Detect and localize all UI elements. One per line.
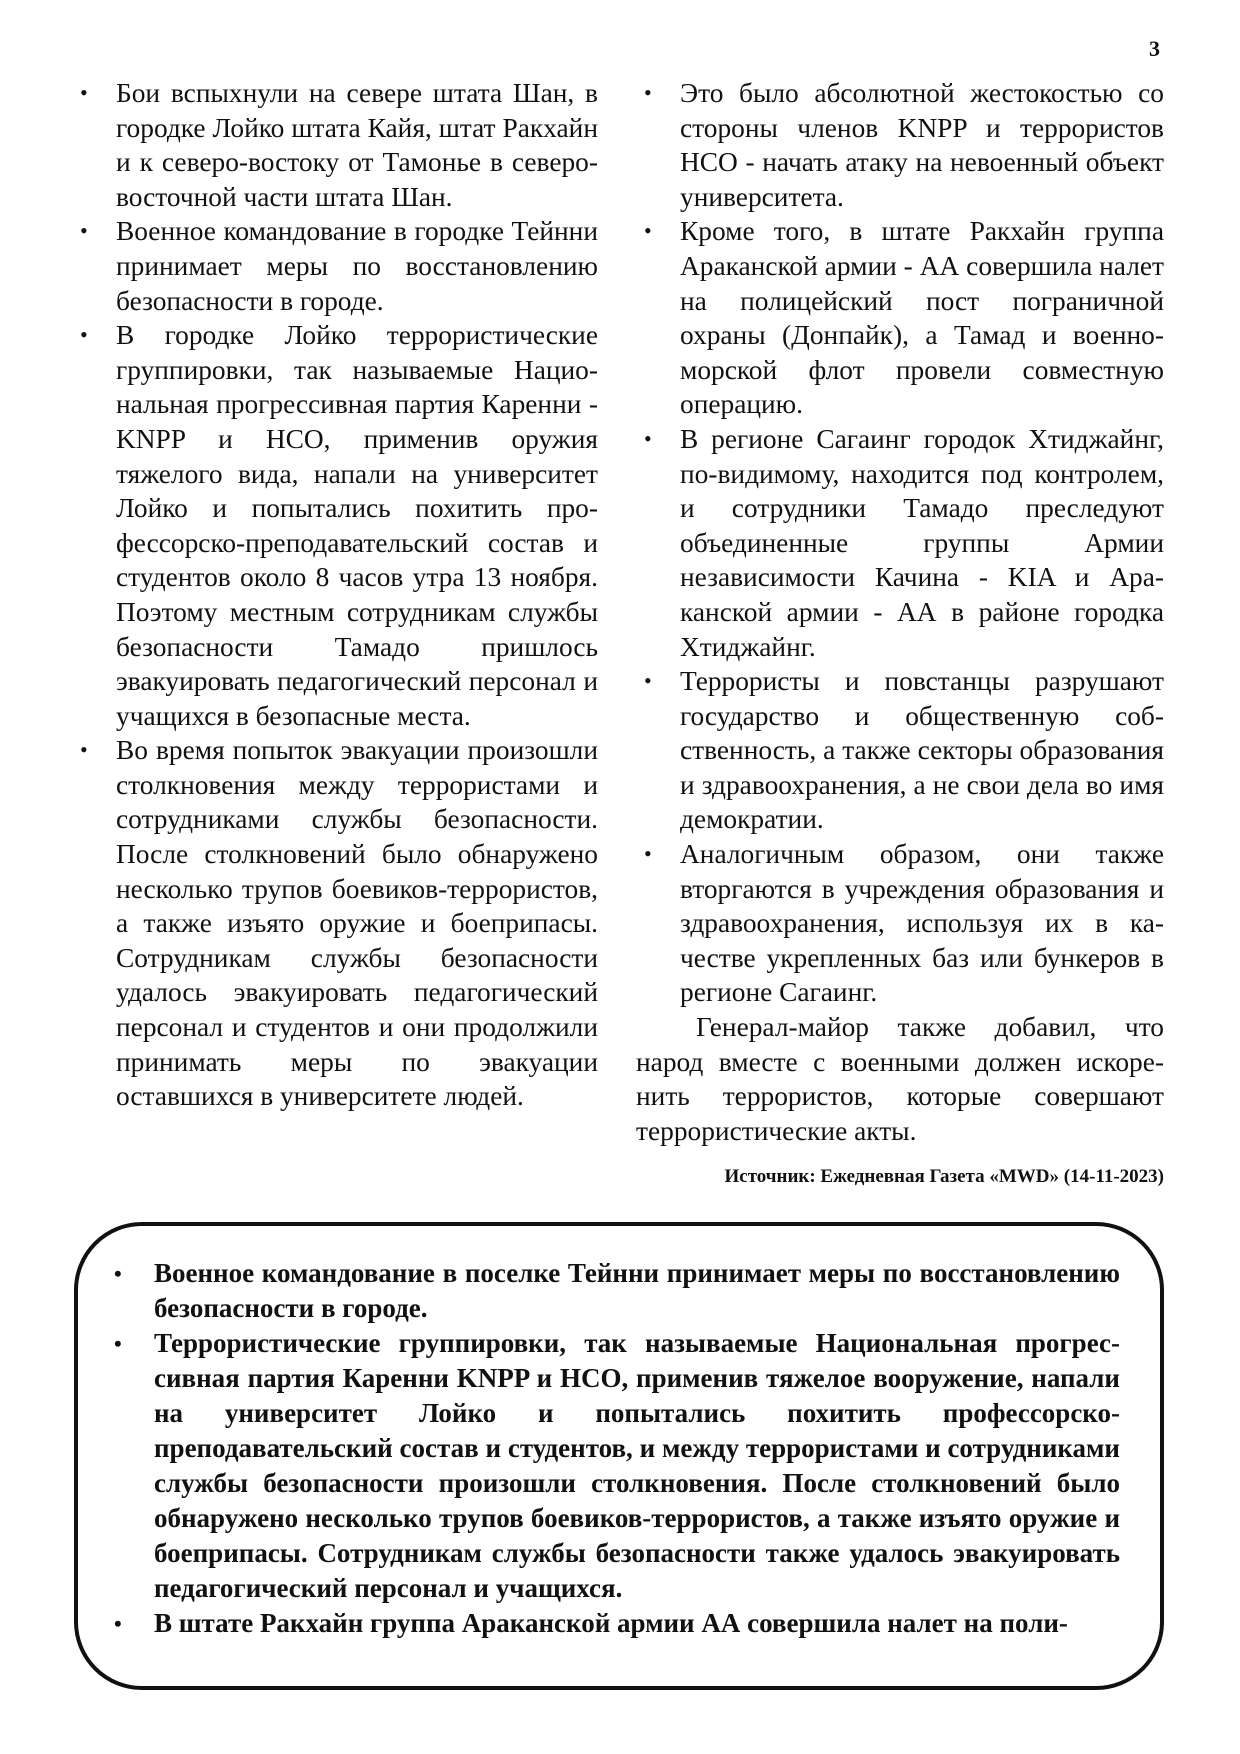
list-item <box>636 422 1164 664</box>
bullet-icon: • <box>80 737 88 763</box>
list-item <box>72 733 598 1114</box>
list-item-text: Кроме того, в штате Ракхайн группа Араканской армии - АА совершила налет на полицейский пост пограничной охраны (Донпайк), а Тамад и военно-морской флот провели совместную операцию. <box>680 216 1164 420</box>
bullet-icon: • <box>644 218 652 244</box>
list-item-text: Бои вспыхнули на севере штата Шан, в городке Лойко штата Кайя, штат Ракхайн и к северо-востоку от Тамонье в северо-восточной части штата Шан. <box>116 78 598 212</box>
list-item-text: В регионе Сагаинг городок Хтиджайнг, по-видимому, находится под контролем, и сотрудники Тамадо преследуют объединенные группы Армии независимости Качина - KIA и Араканской армии - АА в районе городка Хтиджайнг. <box>680 423 1164 662</box>
bullet-icon: • <box>644 80 652 105</box>
list-item <box>104 1256 1120 1326</box>
list-item <box>72 318 598 733</box>
right-column <box>636 76 1164 1195</box>
list-item <box>72 214 598 318</box>
summary-bullet-list <box>104 1256 1120 1641</box>
list-item <box>104 1326 1120 1606</box>
list-item <box>636 76 1164 214</box>
list-item-text: Аналогичным образом, они также вторгаются в учреждения образования и здравоохранения, используя их в качестве укрепленных баз или бункеров в регионе Сагаинг. <box>680 839 1164 1008</box>
bullet-icon: • <box>644 841 652 867</box>
list-item-text: В городке Лойко террористические группировки, так называемые Национальная прогрессивная партия Каренни - KNPP и НСО, применив оружия тяжелого вида, напали на университет Лойко и попытались похитить профессорско-преподавательский состав и студентов около 8 часов утра 13 ноября. Поэтому местным сотрудникам службы безопасности Тамадо пришлось эвакуировать педагогический персонал и учащихся в безопасные места. <box>116 320 598 731</box>
bullet-icon: • <box>114 1611 122 1636</box>
summary-box <box>74 1222 1164 1690</box>
closing-paragraph: Генерал-майор также добавил, что народ вместе с военными должен искоренить террористов, которые совершают террористические акты. <box>636 1012 1164 1146</box>
bullet-icon: • <box>114 1261 122 1286</box>
list-item <box>636 214 1164 422</box>
list-item-text: Террористы и повстанцы разрушают государство и общественную собственность, а также секторы образования и здравоохранения, а не свои дела во имя демократии. <box>680 666 1164 835</box>
bullet-icon: • <box>80 322 88 348</box>
list-item <box>636 837 1164 1010</box>
bullet-icon: • <box>644 668 652 694</box>
list-item <box>636 664 1164 837</box>
list-item <box>104 1606 1120 1641</box>
list-item-text: В штате Ракхайн группа Араканской армии АА совершила налет на поли- <box>154 1608 1068 1638</box>
list-item-text: Это было абсолютной жестокостью со стороны членов KNPP и террористов НСО - начать атаку на невоенный объект университета. <box>680 78 1164 212</box>
right-bullet-list <box>636 76 1164 1010</box>
bullet-icon: • <box>114 1331 122 1356</box>
source-citation: Источник: Ежедневная Газета «MWD» (14-11-2023) <box>724 1166 1164 1188</box>
list-item <box>72 76 598 214</box>
bullet-icon: • <box>80 80 88 105</box>
left-column <box>72 76 598 1114</box>
bullet-icon: • <box>80 218 88 244</box>
list-item-text: Военное командование в городке Тейнни принимает меры по восстановлению безопасности в городе. <box>116 216 598 316</box>
bullet-icon: • <box>644 425 652 451</box>
list-item-text: Во время попыток эвакуации произошли столкновения между террористами и сотрудниками службы безопасности. После столкновений было обнаружено несколько трупов боевиков-террористов, а также изъято оружие и боеприпасы. Сотрудникам службы безопасности удалось эвакуировать педагогический персонал и студентов и они продолжили принимать меры по эвакуации оставшихся в университете людей. <box>116 735 598 1112</box>
page-number: 3 <box>1149 36 1160 61</box>
left-bullet-list <box>72 76 598 1114</box>
list-item-text: Военное командование в поселке Тейнни принимает меры по восстановлению безопасности в городе. <box>154 1258 1120 1323</box>
list-item-text: Террористические группировки, так называемые Национальная прогрессивная партия Каренни KNPP и НСО, применив тяжелое вооружение, напали на университет Лойко и попытались похитить профессорско-преподавательский состав и студентов, и между террористами и сотрудниками службы безопасности произошли столкновения. После столкновений было обнаружено несколько трупов боевиков-террористов, а также изъято оружие и боеприпасы. Сотрудникам службы безопасности также удалось эвакуировать педагогический персонал и учащихся. <box>154 1328 1120 1603</box>
